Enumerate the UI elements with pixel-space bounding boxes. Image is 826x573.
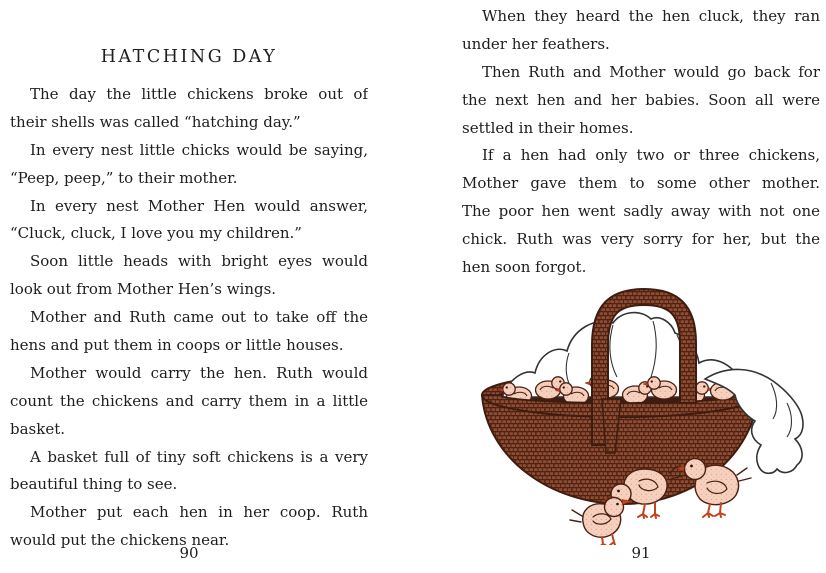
text-line: “Peep, peep,” to their mother. <box>10 168 238 187</box>
text-line: settled in their homes. <box>462 118 634 137</box>
page-number: 90 <box>179 544 199 562</box>
text-line: look out from Mother Hen’s wings. <box>10 280 277 299</box>
page-number: 91 <box>631 544 651 562</box>
text-line: Mother and Ruth came out to take off the <box>30 308 368 327</box>
text-line: In every nest little chicks would be saying, <box>30 140 368 159</box>
text-line: A basket full of tiny soft chickens is a very <box>30 447 368 466</box>
basket-of-chicks-illustration <box>455 283 820 545</box>
text-line: the next hen and her babies. Soon all were <box>462 90 820 109</box>
text-line: Mother gave them to some other mother. <box>462 174 820 193</box>
text-line: In every nest Mother Hen would answer, <box>30 196 368 215</box>
text-line: When they heard the hen cluck, they ran <box>482 7 820 25</box>
text-line: hen soon forgot. <box>462 258 587 277</box>
text-line: Soon little heads with bright eyes would <box>30 252 368 271</box>
text-line: chick. Ruth was very sorry for her, but the <box>462 230 820 249</box>
text-line: Mother put each hen in her coop. Ruth <box>30 503 368 522</box>
text-line: beautiful thing to see. <box>10 475 178 494</box>
chapter-title: HATCHING DAY <box>100 47 278 67</box>
text-line: their shells was called “hatching day.” <box>10 112 301 131</box>
text-line: Mother would carry the hen. Ruth would <box>30 363 368 382</box>
left-page-text-column <box>10 81 368 555</box>
text-line: basket. <box>10 419 66 438</box>
text-line: hens and put them in coops or little houses. <box>10 336 344 355</box>
text-line: Then Ruth and Mother would go back for <box>482 62 820 81</box>
text-line: The day the little chickens broke out of <box>30 85 368 103</box>
text-line: If a hen had only two or three chickens, <box>482 146 820 165</box>
text-line: count the chickens and carry them in a little <box>10 391 368 410</box>
ground-chick-left <box>570 498 632 546</box>
text-line: “Cluck, cluck, I love you my children.” <box>10 224 302 243</box>
right-page-text-column <box>462 3 820 282</box>
text-line: would put the chickens near. <box>10 531 230 550</box>
text-line: The poor hen went sadly away with not one <box>462 202 820 221</box>
text-line: under her feathers. <box>462 34 610 53</box>
